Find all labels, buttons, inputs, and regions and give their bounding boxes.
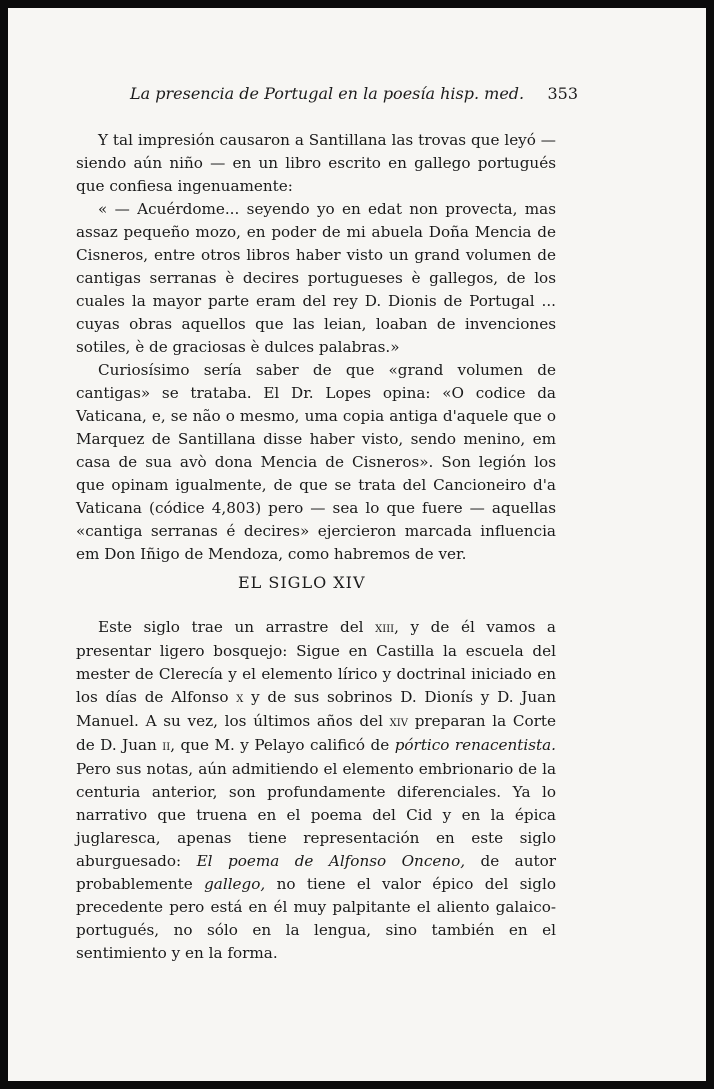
running-head [130, 84, 578, 103]
text-block-siglo-xiv [76, 616, 556, 965]
roman-numeral: xiii [375, 620, 395, 636]
text-block-santillana [76, 129, 556, 566]
section-heading: EL SIGLO XIV [238, 573, 366, 592]
quotation-paragraph: « — Acuérdome... seyendo yo en edat non provecta, mas assaz pequeño mozo, en poder de mi abuela Doña Mencia de Cisneros, entre otros libros haber visto un grand volumen de cantigas serranas è decires portugueses è gallegos, de los cuales la mayor parte eram del rey D. Dionis de Portugal ... cuyas obras aquellos que las leian, loaban de invenciones sotiles, è de graciosas è dulces palabras.» [76, 200, 556, 356]
roman-numeral: x [236, 690, 244, 706]
roman-numeral: xiv [389, 714, 408, 730]
roman-numeral: ii [162, 738, 171, 754]
italic-title: El poema de Alfonso Onceno, [196, 852, 466, 870]
book-page [8, 8, 706, 1081]
running-title: La presencia de Portugal en la poesía hisp. med. [130, 84, 525, 103]
paragraph: Curiosísimo sería saber de que «grand volumen de cantigas» se trataba. El Dr. Lopes opina: «O codice da Vaticana, e, se não o mesmo, uma copia antiga d'aquele que o Marquez de Santillana disse haber visto, sendo menino, em casa de sua avò dona Mencia de Cisneros». Son legión los que opinam igualmente, de que se trata del Cancioneiro d'a Vaticana (códice 4,803) pero — sea lo que fuere — aquellas «cantiga serranas é decires» ejercieron marcada influencia em Don Iñigo de Mendoza, como habremos de ver. [76, 361, 556, 563]
paragraph: Y tal impresión causaron a Santillana las trovas que leyó — siendo aún niño — en un libro escrito en gallego portugués que confiesa ingenuamente: [76, 131, 556, 195]
page-number: 353 [547, 84, 578, 103]
italic-phrase: pórtico renacentista. [394, 736, 556, 754]
italic-word: gallego, [204, 875, 266, 893]
paragraph: Este siglo trae un arrastre del xiii, y de él vamos a presentar ligero bosquejo: Sigue en Castilla la escuela del mester de Clerecía y el elemento lírico y doctrinal iniciado en los días de Alfonso x y de sus sobrinos D. Dionís y D. Juan Manuel. A su vez, los últimos años del xiv preparan la Corte de D. Juan ii, que M. y Pelayo calificó de pórtico renacentista. Pero sus notas, aún admitiendo el elemento embrionario de la centuria anterior, son profundamente diferenciales. Ya lo narrativo que truena en el poema del Cid y en la épica juglaresca, apenas tiene representación en este siglo aburguesado: El poema de Alfonso Onceno, de autor probablemente gallego, no tiene el valor épico del siglo precedente pero está en él muy palpitante el aliento galaico-portugués, no sólo en la lengua, sino también en el sentimiento y en la forma. [76, 618, 557, 962]
